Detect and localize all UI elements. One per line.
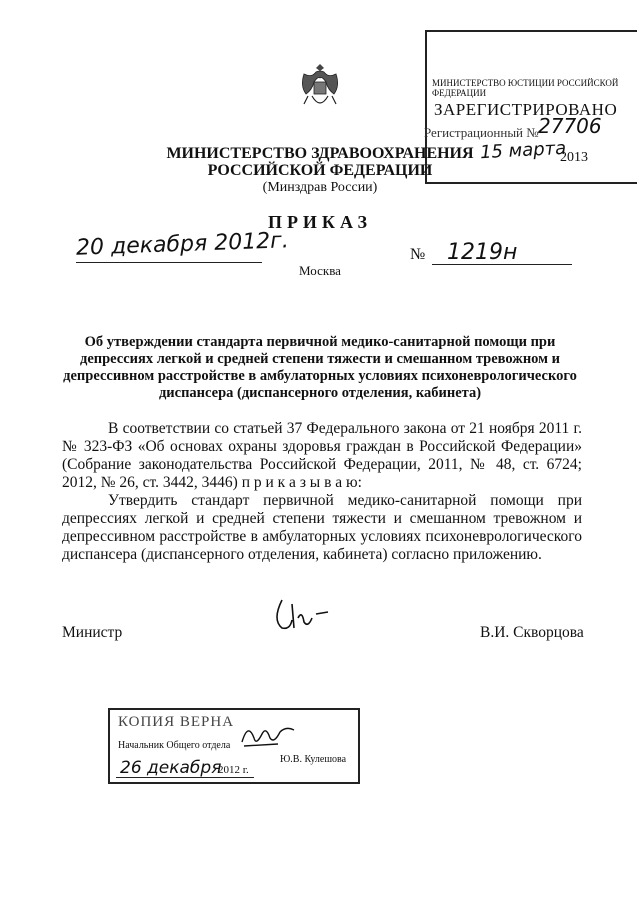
order-number-sign: № [410,246,426,263]
copy-stamp-name: Ю.В. Кулешова [280,754,347,765]
body-paragraph-2: Утвердить стандарт первичной медико-санитарной помощи при депрессиях легкой и средней степени тяжести и смешанном тревожном и депрессивном расстройстве в амбулаторных условиях психоневрологического диспансера (диспансерного отделения, кабинета) согласно приложению. [62,492,582,563]
ministry-short-name: (Минздрав России) [262,180,378,195]
copy-stamp-date-underline [116,777,254,778]
copy-stamp-signature [238,716,298,752]
registration-stamp-registered: ЗАРЕГИСТРИРОВАНО [434,100,618,119]
registration-stamp-ministry: МИНИСТЕРСТВО ЮСТИЦИИ РОССИЙСКОЙ ФЕДЕРАЦИИ [432,78,619,98]
registration-date: 15 марта [479,137,567,164]
registration-number-label: Регистрационный № [424,125,539,140]
copy-stamp-date: 26 декабря [120,758,222,778]
registration-number: 27706 [538,114,602,138]
ministry-name-line1: МИНИСТЕРСТВО ЗДРАВООХРАНЕНИЯ [166,145,474,162]
order-date: 20 декабря 2012г. [75,228,290,261]
order-number-underline [432,264,572,265]
copy-stamp-position: Начальник Общего отдела [118,740,231,751]
signatory-name: В.И. Скворцова [480,624,584,641]
order-title: ПРИКАЗ [267,212,373,232]
order-date-underline [76,262,262,263]
coat-of-arms-emblem [298,60,342,112]
signatory-position: Министр [62,624,123,641]
ministry-name-line2: РОССИЙСКОЙ ФЕДЕРАЦИИ [207,162,433,179]
body-paragraph-1: В соответствии со статьей 37 Федерального закона от 21 ноября 2011 г. № 323-ФЗ «Об основах охраны здоровья граждан в Российской Федерации» (Собрание законодательства Российской Федерации, 2011, № 48, ст. 6724; 2012, № 26, ст. 3442, 3446) п р и к а з ы в а ю: [62,420,582,491]
minister-signature [268,590,338,640]
copy-stamp-year: 2012 г. [218,764,249,776]
registration-year: 2013 [560,150,588,165]
city: Москва [299,263,341,278]
copy-stamp-title: КОПИЯ ВЕРНА [118,714,235,730]
order-number: 1219н [447,240,518,265]
order-subject: Об утверждении стандарта первичной медико-санитарной помощи при депрессиях легкой и средней степени тяжести и смешанном тревожном и депрессивном расстройстве в амбулаторных условиях психоневрологического диспансера (диспансерного отделения, кабинета) [63,334,577,401]
